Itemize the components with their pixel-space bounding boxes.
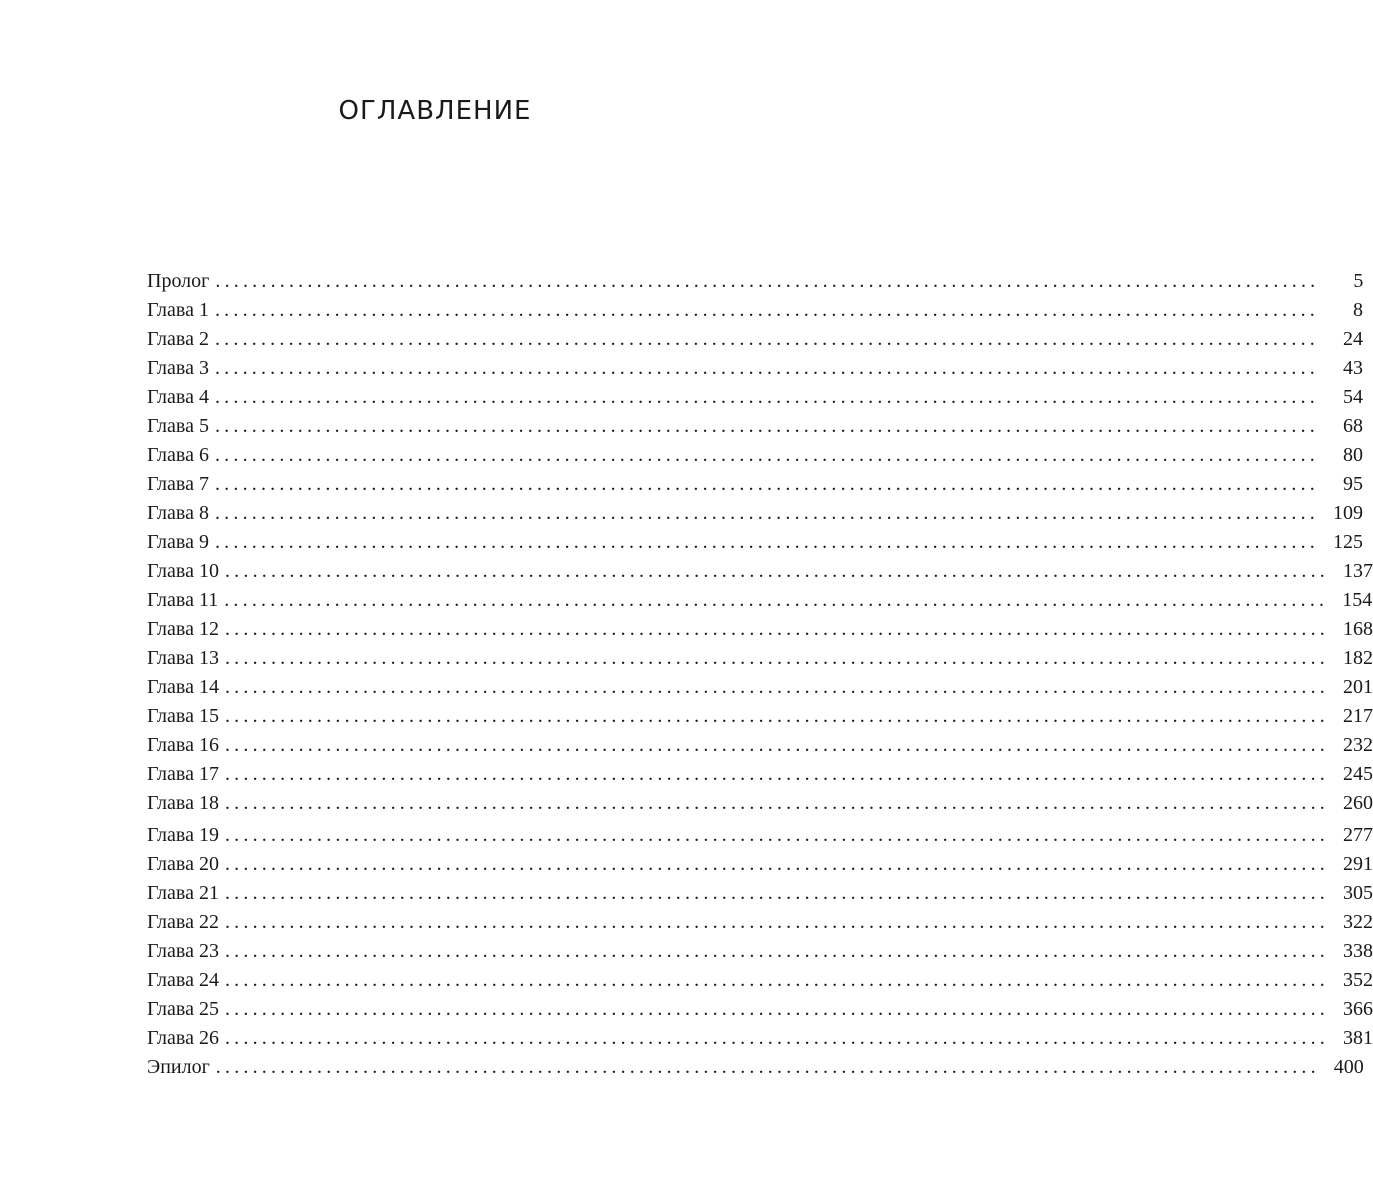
toc-entry-label: Глава 6 — [147, 444, 209, 466]
toc-entry-page-number: 43 — [1342, 357, 1363, 379]
toc-entry — [147, 731, 1373, 760]
dot-leader: ........................................................................................................................ — [224, 969, 1329, 991]
toc-entry-page-number: 24 — [1342, 328, 1363, 350]
toc-entry-label: Глава 18 — [147, 792, 219, 814]
toc-entry-page-number: 277 — [1342, 824, 1373, 846]
toc-entry-page-number: 322 — [1342, 911, 1373, 933]
toc-entry — [147, 821, 1373, 850]
dot-leader: ........................................................................................................................ — [224, 940, 1329, 962]
toc-entry-page-number: 80 — [1342, 444, 1363, 466]
toc-entry-label: Глава 1 — [147, 299, 209, 321]
toc-entry — [147, 325, 1363, 354]
toc-entry-label: Глава 4 — [147, 386, 209, 408]
toc-entry-label: Глава 22 — [147, 911, 219, 933]
toc-entry-page-number: 137 — [1342, 560, 1373, 582]
dot-leader: ........................................................................................................................ — [214, 473, 1319, 495]
toc-entry-label: Глава 8 — [147, 502, 209, 524]
dot-leader: ........................................................................................................................ — [224, 618, 1329, 640]
toc-entry-page-number: 125 — [1332, 531, 1363, 553]
toc-entry-page-number: 400 — [1333, 1056, 1364, 1078]
toc-entry-label: Глава 5 — [147, 415, 209, 437]
dot-leader: ........................................................................................................................ — [214, 531, 1319, 553]
toc-entry-page-number: 291 — [1342, 853, 1373, 875]
dot-leader: ........................................................................................................................ — [214, 328, 1319, 350]
toc-entry — [147, 586, 1373, 615]
dot-leader: ........................................................................................................................ — [224, 882, 1329, 904]
dot-leader: ........................................................................................................................ — [214, 299, 1319, 321]
toc-entry — [147, 499, 1363, 528]
page-title: ОГЛАВЛЕНИЕ — [338, 96, 532, 126]
toc-entry-label: Глава 10 — [147, 560, 219, 582]
toc-entry-page-number: 352 — [1342, 969, 1373, 991]
toc-entry-page-number: 95 — [1342, 473, 1363, 495]
dot-leader: ........................................................................................................................ — [224, 792, 1329, 814]
toc-entry-label: Глава 19 — [147, 824, 219, 846]
dot-leader: ........................................................................................................................ — [224, 705, 1329, 727]
toc-entry-label: Глава 16 — [147, 734, 219, 756]
toc-entry-page-number: 154 — [1342, 589, 1373, 611]
toc-entry-page-number: 338 — [1342, 940, 1373, 962]
toc-entry — [147, 937, 1373, 966]
toc-entry — [147, 995, 1373, 1024]
toc-entry-label: Глава 13 — [147, 647, 219, 669]
toc-entry-label: Пролог — [147, 270, 210, 292]
toc-entry — [147, 789, 1373, 818]
toc-entry — [147, 644, 1373, 673]
dot-leader: ........................................................................................................................ — [214, 357, 1319, 379]
dot-leader: ........................................................................................................................ — [214, 444, 1319, 466]
toc-entry-label: Глава 12 — [147, 618, 219, 640]
toc-entry-label: Глава 24 — [147, 969, 219, 991]
toc-entry — [147, 908, 1373, 937]
toc-entry — [147, 412, 1363, 441]
toc-entry-page-number: 54 — [1342, 386, 1363, 408]
toc-entry-page-number: 201 — [1342, 676, 1373, 698]
toc-entry — [147, 966, 1373, 995]
dot-leader: ........................................................................................................................ — [215, 270, 1320, 292]
toc-entry-page-number: 68 — [1342, 415, 1363, 437]
toc-entry — [147, 879, 1373, 908]
toc-entry-label: Глава 21 — [147, 882, 219, 904]
dot-leader: ........................................................................................................................ — [214, 415, 1319, 437]
toc-entry-page-number: 366 — [1342, 998, 1373, 1020]
toc-entry — [147, 557, 1373, 586]
dot-leader: ........................................................................................................................ — [224, 763, 1329, 785]
toc-entry — [147, 615, 1373, 644]
dot-leader: ........................................................................................................................ — [224, 676, 1329, 698]
toc-entry — [147, 850, 1373, 879]
dot-leader: ........................................................................................................................ — [224, 853, 1329, 875]
toc-entry-page-number: 381 — [1342, 1027, 1373, 1049]
toc-entry-page-number: 217 — [1342, 705, 1373, 727]
table-of-contents — [147, 267, 1373, 1082]
dot-leader: ........................................................................................................................ — [214, 386, 1319, 408]
toc-entry-label: Глава 15 — [147, 705, 219, 727]
dot-leader: ........................................................................................................................ — [224, 1027, 1329, 1049]
toc-entry-page-number: 232 — [1342, 734, 1373, 756]
toc-entry — [147, 702, 1373, 731]
toc-entry-label: Глава 9 — [147, 531, 209, 553]
toc-entry — [147, 470, 1363, 499]
toc-entry-page-number: 305 — [1342, 882, 1373, 904]
toc-entry-label: Глава 14 — [147, 676, 219, 698]
dot-leader: ........................................................................................................................ — [224, 647, 1329, 669]
dot-leader: ........................................................................................................................ — [224, 589, 1329, 611]
toc-entry-page-number: 182 — [1342, 647, 1373, 669]
toc-entry — [147, 1053, 1364, 1082]
toc-entry-label: Глава 17 — [147, 763, 219, 785]
dot-leader: ........................................................................................................................ — [224, 560, 1329, 582]
dot-leader: ........................................................................................................................ — [224, 734, 1329, 756]
toc-entry-page-number: 5 — [1353, 270, 1364, 292]
toc-entry — [147, 267, 1364, 296]
toc-entry-page-number: 260 — [1342, 792, 1373, 814]
toc-entry-label: Глава 11 — [147, 589, 219, 611]
toc-entry-label: Глава 2 — [147, 328, 209, 350]
dot-leader: ........................................................................................................................ — [224, 824, 1329, 846]
toc-entry — [147, 383, 1363, 412]
toc-entry-label: Глава 3 — [147, 357, 209, 379]
dot-leader: ........................................................................................................................ — [214, 502, 1319, 524]
dot-leader: ........................................................................................................................ — [224, 911, 1329, 933]
toc-entry — [147, 296, 1363, 325]
toc-entry — [147, 760, 1373, 789]
dot-leader: ........................................................................................................................ — [224, 998, 1329, 1020]
toc-entry — [147, 1024, 1373, 1053]
toc-entry-page-number: 168 — [1342, 618, 1373, 640]
toc-entry-label: Эпилог — [147, 1056, 210, 1078]
toc-entry — [147, 441, 1363, 470]
toc-entry-label: Глава 26 — [147, 1027, 219, 1049]
toc-entry — [147, 354, 1363, 383]
toc-entry-label: Глава 20 — [147, 853, 219, 875]
toc-entry-page-number: 245 — [1342, 763, 1373, 785]
toc-entry-label: Глава 23 — [147, 940, 219, 962]
dot-leader: ........................................................................................................................ — [215, 1056, 1320, 1078]
toc-entry — [147, 673, 1373, 702]
toc-entry — [147, 528, 1363, 557]
toc-entry-label: Глава 25 — [147, 998, 219, 1020]
toc-entry-page-number: 8 — [1352, 299, 1363, 321]
toc-entry-label: Глава 7 — [147, 473, 209, 495]
toc-entry-page-number: 109 — [1332, 502, 1363, 524]
